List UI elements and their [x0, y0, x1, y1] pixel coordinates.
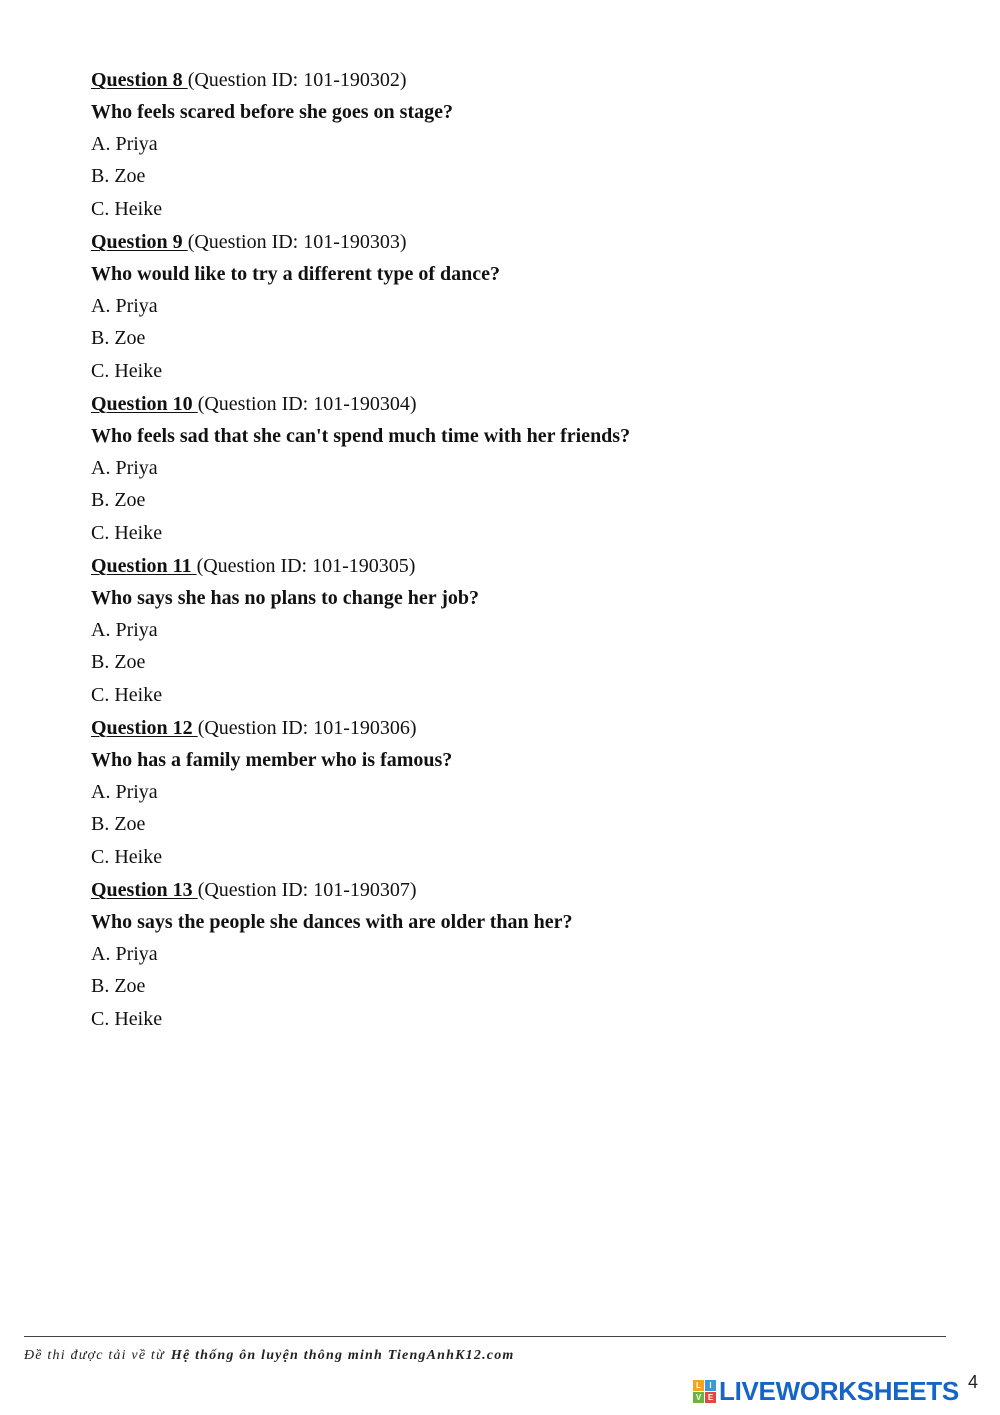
- question-text: Who would like to try a different type of dance?: [91, 263, 501, 286]
- question-id: (Question ID: 101-190306): [197, 716, 417, 739]
- answer-option[interactable]: B. Zoe: [91, 489, 146, 512]
- question-header: [91, 877, 951, 909]
- answer-option[interactable]: A. Priya: [91, 456, 158, 479]
- answer-option[interactable]: A. Priya: [91, 942, 158, 965]
- page-number: 4: [968, 1372, 979, 1392]
- question-text: Who feels sad that she can't spend much time with her friends?: [91, 425, 631, 448]
- question-text: Who says the people she dances with are older than her?: [91, 911, 573, 934]
- question-block: [91, 715, 951, 877]
- footer-source: Hệ thống ôn luyện thông minh TiengAnhK12.com: [170, 1348, 515, 1363]
- question-block: [91, 877, 951, 1039]
- liveworksheets-wordmark: LIVEWORKSHEETS: [719, 1375, 959, 1406]
- logo-letter: V: [693, 1392, 704, 1403]
- question-header: [91, 229, 951, 261]
- question-id: (Question ID: 101-190307): [197, 878, 417, 901]
- answer-option[interactable]: C. Heike: [91, 684, 163, 707]
- answer-option[interactable]: B. Zoe: [91, 651, 146, 674]
- answer-option[interactable]: A. Priya: [91, 132, 158, 155]
- question-block: [91, 229, 951, 391]
- footer-divider: [24, 1336, 946, 1337]
- footer-prefix: Đề thi được tải về từ: [24, 1348, 165, 1363]
- answer-option[interactable]: A. Priya: [91, 294, 158, 317]
- answer-option[interactable]: C. Heike: [91, 522, 163, 545]
- question-block: [91, 553, 951, 715]
- footer-note: [24, 1348, 515, 1364]
- question-id: (Question ID: 101-190305): [196, 554, 416, 577]
- question-text: Who feels scared before she goes on stage?: [91, 101, 453, 124]
- question-id: (Question ID: 101-190304): [197, 392, 417, 415]
- question-text: Who has a family member who is famous?: [91, 749, 453, 772]
- answer-option[interactable]: C. Heike: [91, 198, 163, 221]
- question-id: (Question ID: 101-190303): [187, 230, 407, 253]
- liveworksheets-icon: [693, 1380, 716, 1403]
- logo-letter: I: [705, 1380, 716, 1391]
- question-header: [91, 715, 951, 747]
- question-block: [91, 391, 951, 553]
- question-header: [91, 67, 951, 99]
- question-list: [91, 67, 951, 1039]
- answer-option[interactable]: C. Heike: [91, 1008, 163, 1031]
- answer-option[interactable]: C. Heike: [91, 360, 163, 383]
- question-number: Question 12: [91, 716, 198, 739]
- question-number: Question 11: [91, 554, 197, 577]
- question-header: [91, 553, 951, 585]
- question-number: Question 13: [91, 878, 198, 901]
- answer-option[interactable]: A. Priya: [91, 618, 158, 641]
- logo-letter: L: [693, 1380, 704, 1391]
- question-text: Who says she has no plans to change her job?: [91, 587, 480, 610]
- liveworksheets-logo: [693, 1376, 959, 1406]
- answer-option[interactable]: A. Priya: [91, 780, 158, 803]
- answer-option[interactable]: B. Zoe: [91, 813, 146, 836]
- question-id: (Question ID: 101-190302): [187, 69, 407, 91]
- answer-option[interactable]: C. Heike: [91, 846, 163, 869]
- question-header: [91, 391, 951, 423]
- answer-option[interactable]: B. Zoe: [91, 327, 146, 350]
- question-block: [91, 67, 951, 229]
- question-number: Question 10: [91, 392, 198, 415]
- question-number: Question 8: [91, 69, 188, 91]
- logo-letter: E: [705, 1392, 716, 1403]
- question-number: Question 9: [91, 230, 188, 253]
- answer-option[interactable]: B. Zoe: [91, 165, 146, 188]
- answer-option[interactable]: B. Zoe: [91, 975, 146, 998]
